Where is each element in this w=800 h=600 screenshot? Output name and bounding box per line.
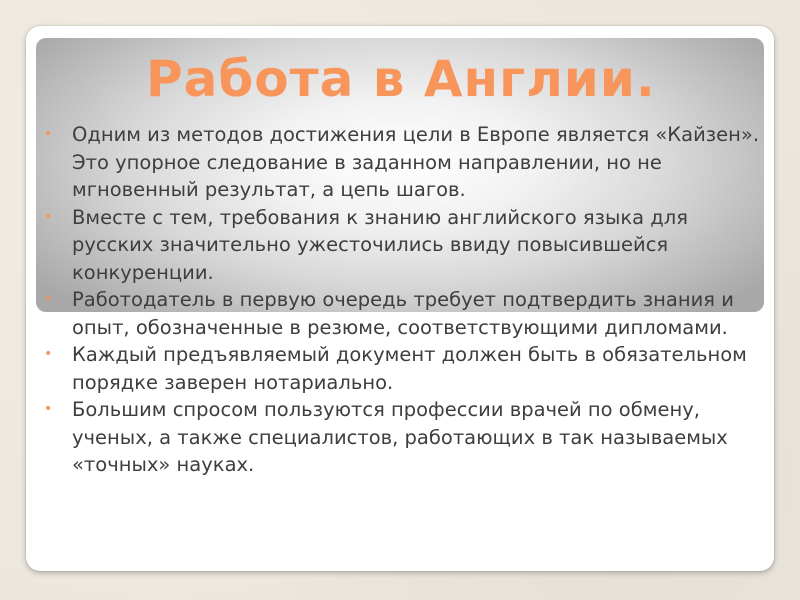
bullet-dot-icon: • — [44, 401, 53, 417]
bullet-dot-icon: • — [44, 126, 53, 142]
bullet-dot-icon: • — [44, 346, 53, 362]
bullet-item — [44, 341, 764, 396]
bullet-item — [44, 204, 764, 287]
bullet-item — [44, 396, 764, 479]
slide-title: Работа в Англии. — [146, 50, 656, 108]
bullet-list — [44, 121, 764, 479]
bullet-text: Работодатель в первую очередь требует подтвердить знания и опыт, обозначенные в резюме, соответствующими дипломами. — [72, 288, 734, 339]
bullet-item — [44, 286, 764, 341]
bullet-text: Одним из методов достижения цели в Европе является «Кайзен». Это упорное следование в заданном направлении, но не мгновенный результат, а цепь шагов. — [72, 123, 760, 201]
bullet-text: Вместе с тем, требования к знанию английского языка для русских значительно ужесточились ввиду повысившейся конкуренции. — [72, 205, 688, 284]
bullet-item — [44, 121, 764, 204]
bullet-text: Большим спросом пользуются профессии врачей по обмену, ученых, а также специалистов, работающих в так называемых «точных» науках. — [72, 398, 728, 476]
bullet-dot-icon: • — [44, 208, 53, 225]
bullet-dot-icon: • — [44, 291, 53, 307]
bullet-text: Каждый предъявляемый документ должен быть в обязательном порядке заверен нотариально. — [72, 343, 747, 394]
